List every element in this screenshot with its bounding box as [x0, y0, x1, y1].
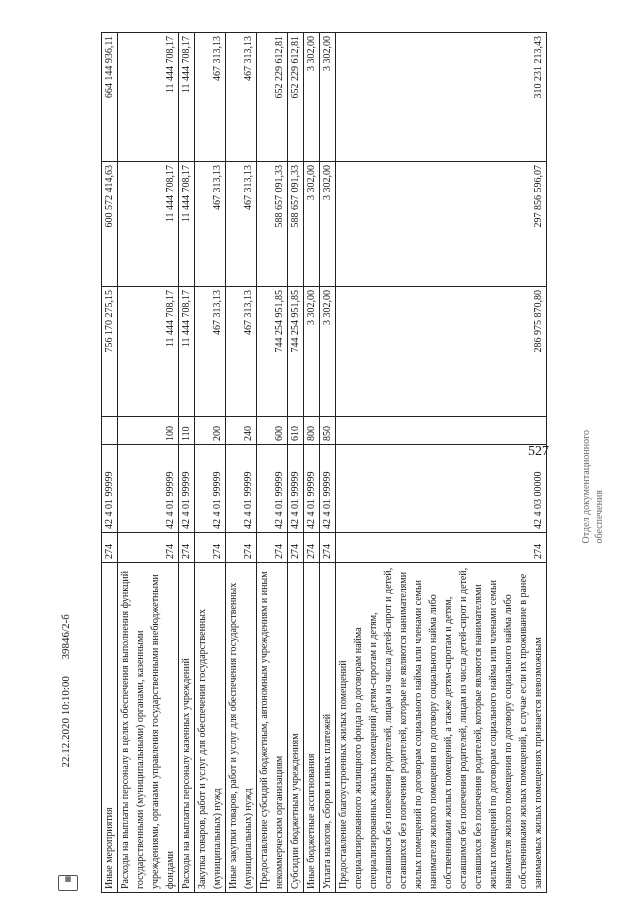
row-vr: 600	[257, 417, 288, 445]
row-name: Расходы на выплаты персоналу в целях обеспечения выполнения функций государственными (муниципальными) органами, казенными учреждениями, органами управления государственными внебюджетными фондами	[118, 563, 179, 893]
table-row	[226, 33, 257, 893]
rotated-table-wrapper	[101, 32, 547, 893]
row-vr: 200	[195, 417, 226, 445]
budget-table	[101, 32, 547, 893]
row-amount-1: 286 975 870,80	[336, 287, 547, 417]
row-amount-1: 11 444 708,17	[118, 287, 179, 417]
table-row	[195, 33, 226, 893]
row-code: 274	[288, 533, 304, 563]
row-amount-2: 588 657 091,33	[257, 162, 288, 287]
row-amount-3: 652 229 612,81	[288, 33, 304, 162]
row-amount-1: 744 254 951,85	[257, 287, 288, 417]
row-vr	[336, 417, 547, 445]
row-csr: 42 4 01 99999	[288, 445, 304, 533]
row-csr: 42 4 01 99999	[257, 445, 288, 533]
row-csr: 42 4 01 99999	[195, 445, 226, 533]
table-row	[288, 33, 304, 893]
seal-icon: ▦	[58, 875, 78, 891]
table-row	[257, 33, 288, 893]
footer-timestamp: 22.12.2020 10:10:00	[60, 676, 72, 768]
table-row	[320, 33, 336, 893]
department-stamp	[580, 430, 606, 543]
row-amount-3: 11 444 708,17	[118, 33, 179, 162]
budget-table-body	[102, 33, 547, 893]
row-amount-3: 3 302,00	[304, 33, 320, 162]
row-amount-2: 467 313,13	[226, 162, 257, 287]
row-code: 274	[257, 533, 288, 563]
row-csr: 42 4 01 99999	[304, 445, 320, 533]
document-footer	[60, 600, 72, 767]
row-name: Субсидии бюджетным учреждениям	[288, 563, 304, 893]
row-name: Иные бюджетные ассигнования	[304, 563, 320, 893]
row-csr: 42 4 01 99999	[320, 445, 336, 533]
row-name: Иные мероприятия	[102, 563, 118, 893]
row-amount-3: 3 302,00	[320, 33, 336, 162]
table-row	[102, 33, 118, 893]
row-vr: 240	[226, 417, 257, 445]
table-row	[179, 33, 195, 893]
row-csr: 42 4 01 99999	[118, 445, 179, 533]
row-vr: 610	[288, 417, 304, 445]
row-amount-1: 467 313,13	[226, 287, 257, 417]
row-amount-1: 756 170 275,15	[102, 287, 118, 417]
row-code: 274	[179, 533, 195, 563]
row-amount-2: 11 444 708,17	[118, 162, 179, 287]
footer-doc-number: 39846/2-б	[60, 614, 72, 660]
row-name: Расходы на выплаты персоналу казенных учреждений	[179, 563, 195, 893]
row-amount-1: 744 254 951,85	[288, 287, 304, 417]
row-vr: 110	[179, 417, 195, 445]
page-number: 527	[528, 444, 549, 459]
row-amount-2: 467 313,13	[195, 162, 226, 287]
row-amount-2: 297 856 596,07	[336, 162, 547, 287]
row-vr: 800	[304, 417, 320, 445]
row-vr: 850	[320, 417, 336, 445]
row-name: Предоставление субсидий бюджетным, автономным учреждениям и иным некоммерческим организациям	[257, 563, 288, 893]
row-code: 274	[320, 533, 336, 563]
row-amount-1: 3 302,00	[304, 287, 320, 417]
row-csr: 42 4 03 00000	[336, 445, 547, 533]
row-amount-2: 3 302,00	[304, 162, 320, 287]
row-code: 274	[102, 533, 118, 563]
row-amount-3: 467 313,13	[226, 33, 257, 162]
row-amount-3: 467 313,13	[195, 33, 226, 162]
table-row	[118, 33, 179, 893]
row-csr: 42 4 01 99999	[179, 445, 195, 533]
row-name: Уплата налогов, сборов и иных платежей	[320, 563, 336, 893]
row-amount-3: 11 444 708,17	[179, 33, 195, 162]
row-amount-1: 467 313,13	[195, 287, 226, 417]
row-code: 274	[304, 533, 320, 563]
row-code: 274	[118, 533, 179, 563]
row-amount-2: 588 657 091,33	[288, 162, 304, 287]
table-row	[304, 33, 320, 893]
stamp-line: Отдел документационного	[581, 430, 592, 544]
row-csr: 42 4 01 99999	[102, 445, 118, 533]
row-amount-1: 11 444 708,17	[179, 287, 195, 417]
row-vr	[102, 417, 118, 445]
stamp-line: обеспечения	[594, 490, 605, 544]
row-code: 274	[336, 533, 547, 563]
row-amount-2: 11 444 708,17	[179, 162, 195, 287]
table-row	[336, 33, 547, 893]
row-amount-1: 3 302,00	[320, 287, 336, 417]
row-amount-3: 664 144 936,11	[102, 33, 118, 162]
row-code: 274	[195, 533, 226, 563]
row-code: 274	[226, 533, 257, 563]
row-amount-2: 3 302,00	[320, 162, 336, 287]
row-name: Иные закупки товаров, работ и услуг для обеспечения государственных (муниципальных) нужд	[226, 563, 257, 893]
row-name: Предоставление благоустроенных жилых помещений специализированного жилищного фонда по договорам найма специализированных жилых помещений детям-сиротам и детям, оставшимся без попечения родителей, лицам из числа детей-сирот и детей, оставшихся без попечения родителей, которые не являются нанимателями жилых помещений по договорам социального найма или членами семьи нанимателя жилого помещения по договору социального найма либо собственниками жилых помещений, а также детям-сиротам и детям, оставшимся без попечения родителей, лицам из числа детей-сирот и детей, оставшихся без попечения родителей, которые являются нанимателями жилых помещений по договорам социального найма или членами семьи нанимателя жилого помещения по договору социального найма либо собственниками жилых помещений, в случае если их проживание в ранее занимаемых жилых помещениях признается невозможным	[336, 563, 547, 893]
row-csr: 42 4 01 99999	[226, 445, 257, 533]
row-amount-2: 600 572 414,63	[102, 162, 118, 287]
row-name: Закупка товаров, работ и услуг для обеспечения государственных (муниципальных) нужд	[195, 563, 226, 893]
row-vr: 100	[118, 417, 179, 445]
row-amount-3: 652 229 612,81	[257, 33, 288, 162]
row-amount-3: 310 231 213,43	[336, 33, 547, 162]
